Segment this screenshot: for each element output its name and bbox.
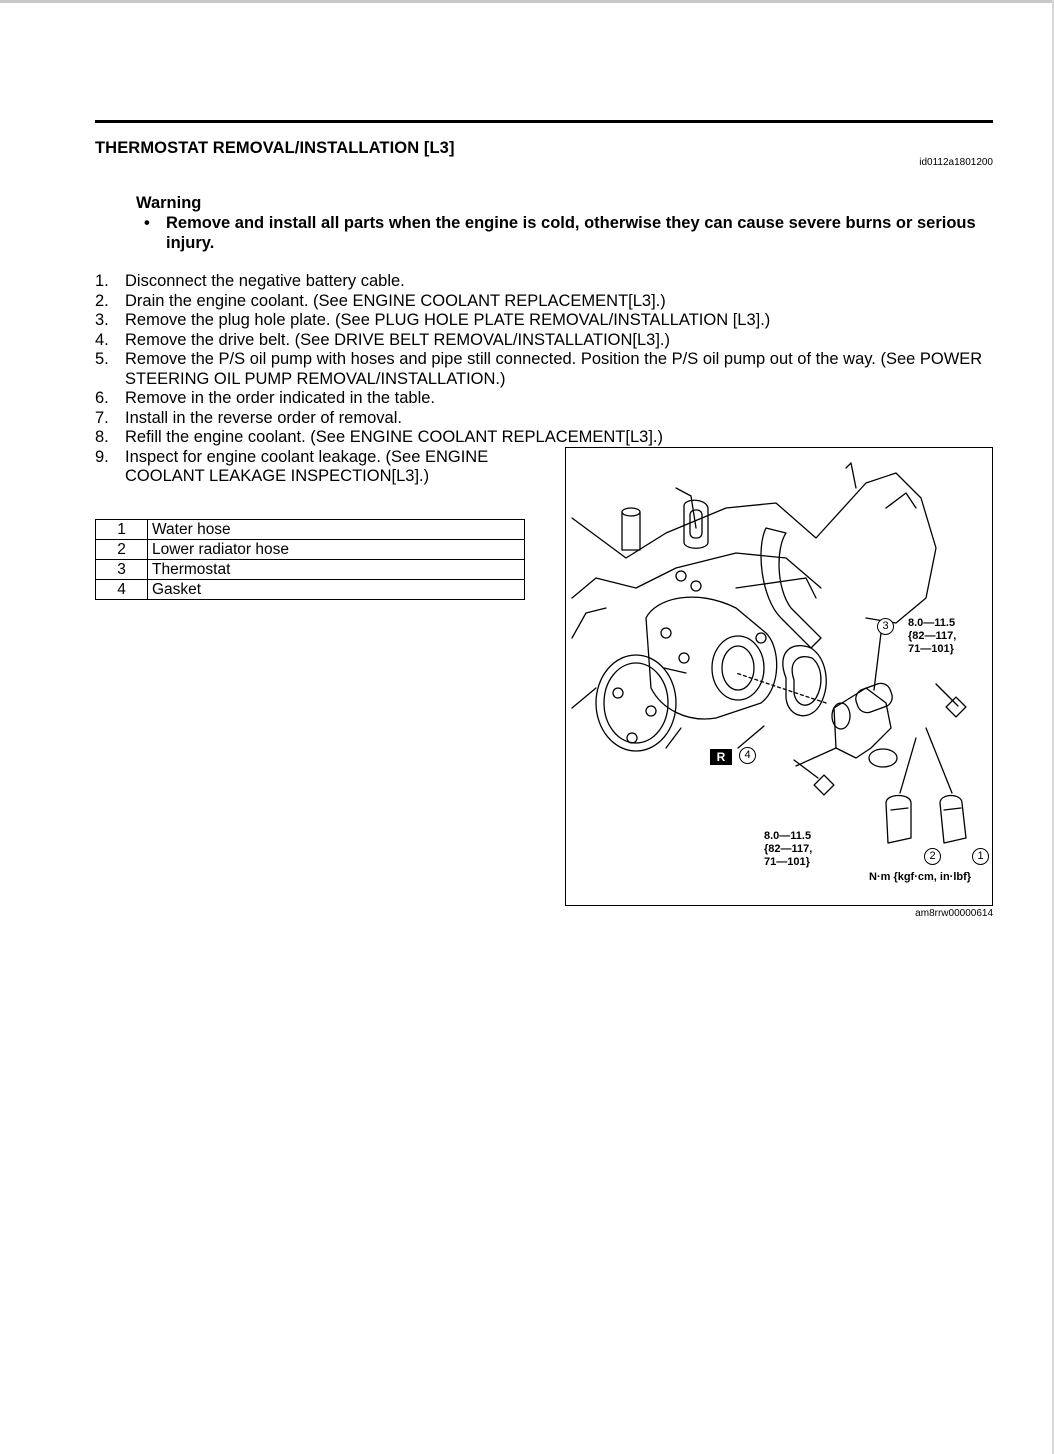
warning-heading: Warning xyxy=(136,194,202,212)
warning-text: Remove and install all parts when the engine is cold, otherwise they can cause severe burns or serious injury. xyxy=(166,214,976,252)
step-text: Inspect for engine coolant leakage. (See ENGINE COOLANT LEAKAGE INSPECTION[L3].) xyxy=(125,447,489,485)
part-number: 1 xyxy=(96,520,148,540)
thermostat-exploded-diagram xyxy=(565,447,993,906)
torque-units-label: N·m {kgf·cm, in·lbf} xyxy=(869,871,972,883)
step-text: Remove in the order indicated in the table. xyxy=(125,389,436,407)
part-number: 3 xyxy=(96,560,148,580)
step-text: Remove the plug hole plate. (See PLUG HOLE PLATE REMOVAL/INSTALLATION [L3].) xyxy=(125,311,771,329)
step-item xyxy=(95,350,995,389)
warning-bullet: • xyxy=(144,214,150,232)
step-item xyxy=(95,448,525,487)
part-name: Lower radiator hose xyxy=(148,540,525,560)
step-number: 3. xyxy=(95,311,109,329)
page-title: THERMOSTAT REMOVAL/INSTALLATION [L3] xyxy=(95,139,455,157)
header-rule xyxy=(95,120,993,123)
part-name: Water hose xyxy=(148,520,525,540)
step-text: Drain the engine coolant. (See ENGINE COOLANT REPLACEMENT[L3].) xyxy=(125,291,666,310)
step-text: Remove the P/S oil pump with hoses and pipe still connected. Position the P/S oil pump out of the way. (See POWER STEERING OIL PUMP REMOVAL/INSTALLATION.) xyxy=(125,350,983,388)
replace-part-mark: R xyxy=(710,749,732,765)
step-item xyxy=(95,311,995,331)
part-number: 2 xyxy=(96,540,148,560)
callout-4-marker: 4 xyxy=(739,747,756,764)
step-text: Disconnect the negative battery cable. xyxy=(125,272,405,290)
torque-spec-lower: 8.0—11.5 {82—117, 71—101} xyxy=(764,830,813,868)
step-item xyxy=(95,409,995,429)
table-row xyxy=(96,560,525,580)
figure-id: am8rrw00000614 xyxy=(915,908,993,919)
table-row xyxy=(96,580,525,600)
callout-2-marker: 2 xyxy=(924,848,941,865)
callout-3-marker: 3 xyxy=(877,618,894,635)
part-name: Thermostat xyxy=(148,560,525,580)
step-number: 8. xyxy=(95,428,109,446)
step-number: 6. xyxy=(95,389,109,407)
step-item xyxy=(95,389,995,409)
step-item xyxy=(95,428,995,448)
step-item xyxy=(95,331,995,351)
table-row xyxy=(96,540,525,560)
step-number: 4. xyxy=(95,330,109,349)
torque-spec-upper: 8.0—11.5 {82—117, 71—101} xyxy=(908,617,957,655)
parts-table xyxy=(95,519,525,600)
table-row xyxy=(96,520,525,540)
step-text: Refill the engine coolant. (See ENGINE COOLANT REPLACEMENT[L3].) xyxy=(125,428,663,446)
step-number: 9. xyxy=(95,447,109,466)
part-name: Gasket xyxy=(148,580,525,600)
step-number: 5. xyxy=(95,350,109,368)
document-id: id0112a1801200 xyxy=(919,157,993,168)
callout-1-marker: 1 xyxy=(972,848,989,865)
step-number: 1. xyxy=(95,272,109,290)
step-item xyxy=(95,292,995,312)
page-top-border xyxy=(0,0,1054,3)
part-number: 4 xyxy=(96,580,148,600)
step-item xyxy=(95,272,995,292)
step-number: 2. xyxy=(95,291,109,310)
step-text: Remove the drive belt. (See DRIVE BELT REMOVAL/INSTALLATION[L3].) xyxy=(125,330,670,349)
step-number: 7. xyxy=(95,408,109,427)
step-text: Install in the reverse order of removal. xyxy=(125,408,402,427)
